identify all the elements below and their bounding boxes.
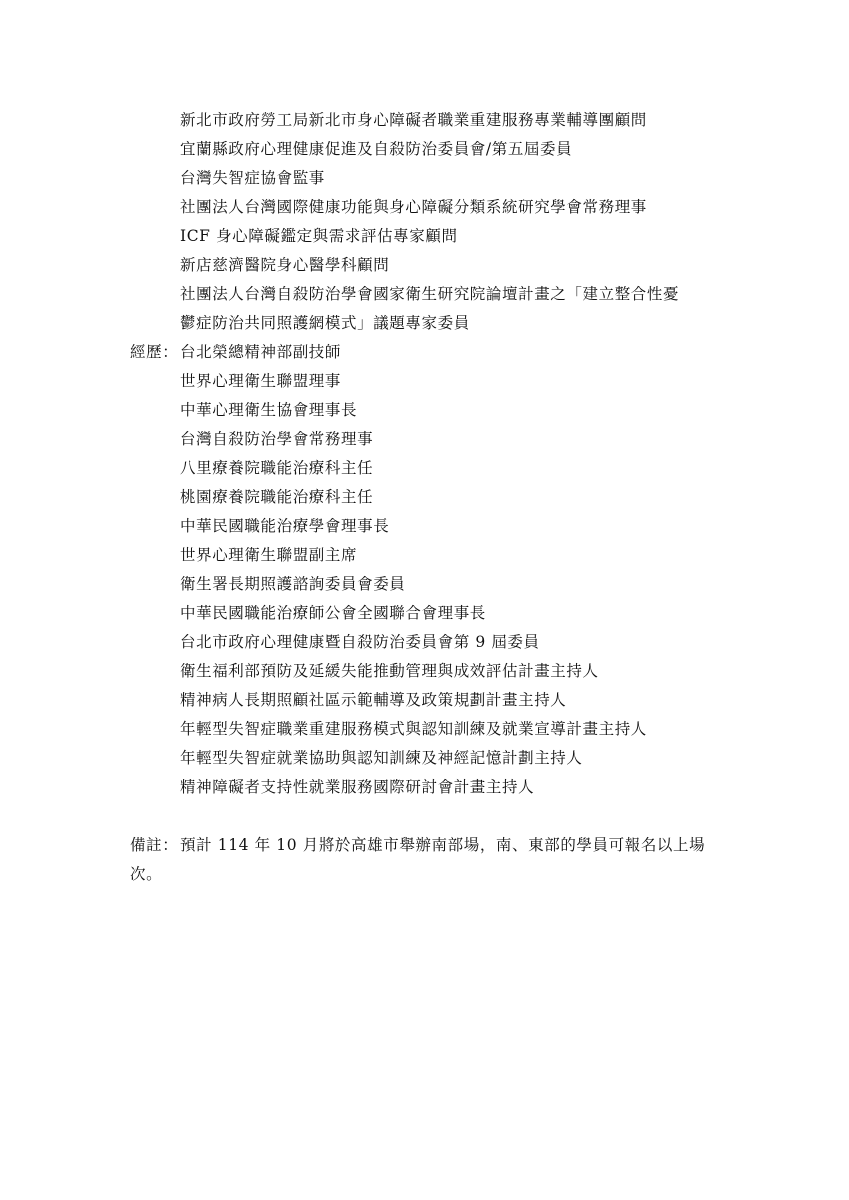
experience-item: 台北榮總精神部副技師 <box>180 343 342 361</box>
experience-item: 年輕型失智症就業協助與認知訓練及神經記憶計劃主持人 <box>180 749 583 767</box>
position-line: 宜蘭縣政府心理健康促進及自殺防治委員會/第五屆委員 <box>180 140 573 158</box>
experience-item: 八里療養院職能治療科主任 <box>180 459 374 477</box>
experience-label: 經歷： <box>130 343 179 361</box>
position-line: 社團法人台灣國際健康功能與身心障礙分類系統研究學會常務理事 <box>180 198 647 216</box>
experience-item: 世界心理衛生聯盟理事 <box>180 372 342 390</box>
experience-item: 精神病人長期照顧社區示範輔導及政策規劃計畫主持人 <box>180 691 567 709</box>
experience-item: 世界心理衛生聯盟副主席 <box>180 546 358 564</box>
experience-item: 台北市政府心理健康暨自殺防治委員會第 9 屆委員 <box>180 633 540 651</box>
experience-item: 中華民國職能治療學會理事長 <box>180 517 390 535</box>
note-text: 預計 114 年 10 月將於高雄市舉辦南部場，南、東部的學員可報名以上場 <box>180 836 706 854</box>
experience-item: 台灣自殺防治學會常務理事 <box>180 430 374 448</box>
experience-item: 年輕型失智症職業重建服務模式與認知訓練及就業宣導計畫主持人 <box>180 720 647 738</box>
position-line: 社團法人台灣自殺防治學會國家衛生研究院論壇計畫之「建立整合性憂 <box>180 285 680 303</box>
note-label: 備註： <box>130 836 179 854</box>
experience-item: 中華心理衛生協會理事長 <box>180 401 358 419</box>
experience-item: 精神障礙者支持性就業服務國際研討會計畫主持人 <box>180 778 535 796</box>
position-line: 鬱症防治共同照護網模式」議題專家委員 <box>180 314 470 332</box>
position-line: 台灣失智症協會監事 <box>180 169 325 187</box>
note-continuation: 次。 <box>130 865 163 883</box>
position-line: 新店慈濟醫院身心醫學科顧問 <box>180 256 390 274</box>
experience-item: 桃園療養院職能治療科主任 <box>180 488 374 506</box>
experience-first-row <box>130 342 341 362</box>
experience-item: 衛生福利部預防及延緩失能推動管理與成效評估計畫主持人 <box>180 662 599 680</box>
position-line: 新北市政府勞工局新北市身心障礙者職業重建服務專業輔導團顧問 <box>180 111 647 129</box>
position-line: ICF 身心障礙鑑定與需求評估專家顧問 <box>180 227 458 245</box>
note-row <box>130 835 705 855</box>
experience-item: 衛生署長期照護諮詢委員會委員 <box>180 575 406 593</box>
experience-item: 中華民國職能治療師公會全國聯合會理事長 <box>180 604 486 622</box>
